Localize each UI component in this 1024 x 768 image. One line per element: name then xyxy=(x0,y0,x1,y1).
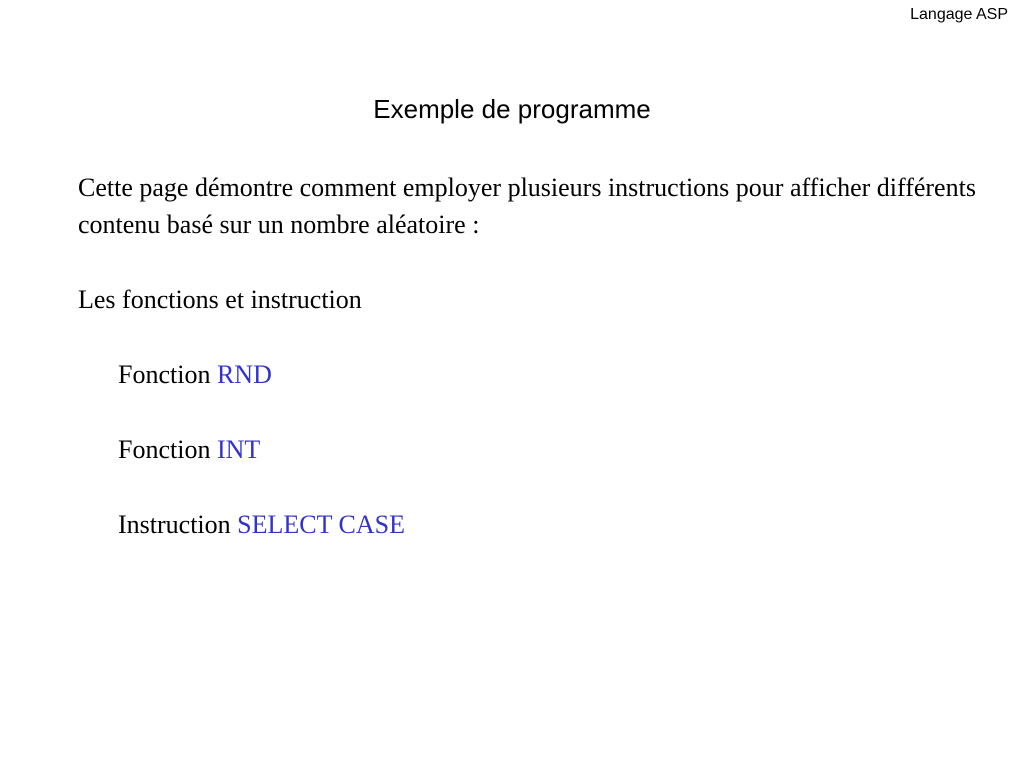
intro-paragraph: Cette page démontre comment employer plusieurs instructions pour afficher différents contenu basé sur un nombre aléatoire : xyxy=(78,173,976,239)
item-keyword: RND xyxy=(216,360,272,389)
section-heading: Les fonctions et instruction xyxy=(78,285,362,314)
list-item-rnd xyxy=(118,356,272,393)
list-item-int xyxy=(118,431,260,468)
item-keyword: SELECT CASE xyxy=(237,510,405,539)
list-item-select-case xyxy=(118,506,405,543)
item-prefix: Instruction xyxy=(118,510,238,539)
item-prefix: Fonction xyxy=(118,360,217,389)
item-keyword: INT xyxy=(216,435,261,464)
item-prefix: Fonction xyxy=(118,435,217,464)
header-tag: Langage ASP xyxy=(910,6,1008,23)
slide-title: Exemple de programme xyxy=(373,94,651,124)
